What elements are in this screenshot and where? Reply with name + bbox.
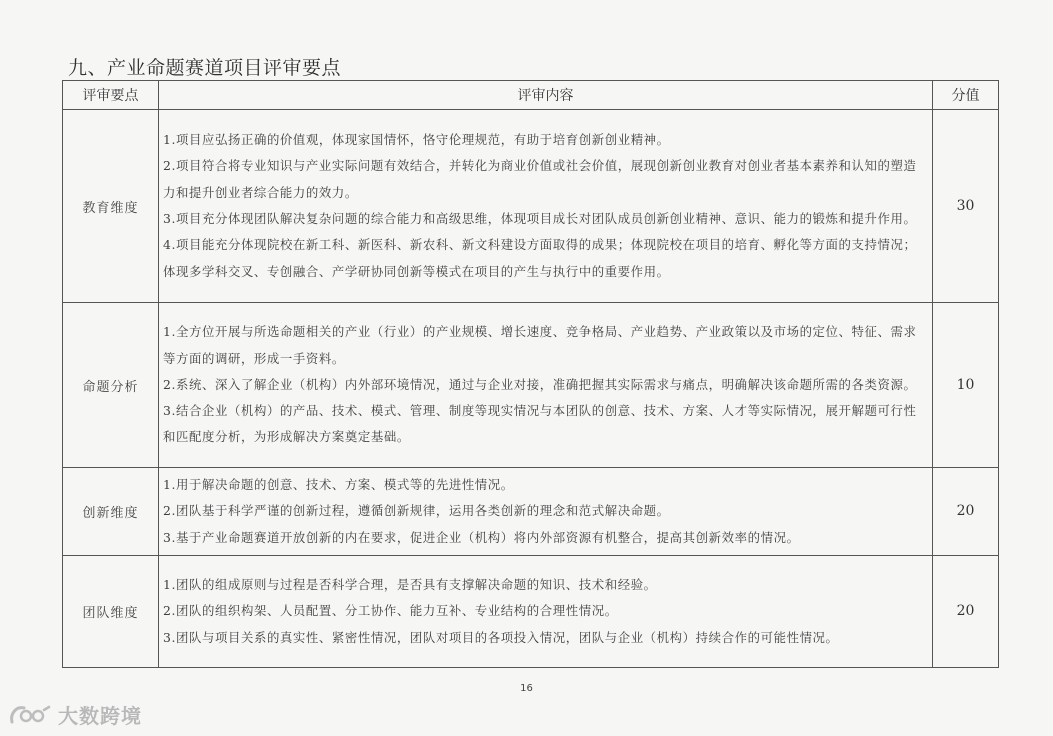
criterion-line: 1.全方位开展与所选命题相关的产业（行业）的产业规模、增长速度、竞争格局、产业趋势、产业政策以及市场的定位、特征、需求等方面的调研，形成一手资料。 xyxy=(163,324,917,366)
header-score: 分值 xyxy=(933,81,999,110)
criterion-line: 1.用于解决命题的创意、技术、方案、模式等的先进性情况。 xyxy=(163,477,514,492)
criterion-line: 2.团队的组织构架、人员配置、分工协作、能力互补、专业结构的合理性情况。 xyxy=(163,603,618,619)
criterion-line: 3.项目充分体现团队解决复杂问题的综合能力和高级思维，体现项目成长对团队成员创新创业精神、意识、能力的锻炼和提升作用。 xyxy=(163,211,917,226)
criterion-line: 1.团队的组成原则与过程是否科学合理，是否具有支撑解决命题的知识、技术和经验。 xyxy=(163,576,657,592)
dimension-cell: 团队维度 xyxy=(63,555,159,667)
dimension-cell: 创新维度 xyxy=(63,468,159,556)
criterion-line: 4.项目能充分体现院校在新工科、新医科、新农科、新文科建设方面取得的成果；体现院校在项目的培育、孵化等方面的支持情况；体现多学科交叉、专创融合、产学研协同创新等模式在项目的产生与执行中的重要作用。 xyxy=(163,237,917,279)
criterion-line: 2.系统、深入了解企业（机构）内外部环境情况，通过与企业对接，准确把握其实际需求与痛点，明确解决该命题所需的各类资源。 xyxy=(163,376,917,392)
content-cell xyxy=(159,110,933,303)
review-criteria-table xyxy=(62,80,999,668)
watermark-text: 大数跨境 xyxy=(58,704,142,728)
criterion-line: 2.团队基于科学严谨的创新过程，遵循创新规律，运用各类创新的理念和范式解决命题。 xyxy=(163,503,670,519)
content-cell xyxy=(159,555,933,667)
dimension-cell: 命题分析 xyxy=(63,303,159,468)
score-cell: 20 xyxy=(933,468,999,556)
criterion-line: 2.项目符合将专业知识与产业实际问题有效结合，并转化为商业价值或社会价值，展现创新创业教育对创业者基本素养和认知的塑造力和提升创业者综合能力的效力。 xyxy=(163,158,917,200)
criterion-line: 3.结合企业（机构）的产品、技术、模式、管理、制度等现实情况与本团队的创意、技术、方案、人才等实际情况，展开解题可行性和匹配度分析，为形成解决方案奠定基础。 xyxy=(163,403,917,445)
table-row-topic-analysis xyxy=(63,303,999,468)
score-cell: 30 xyxy=(933,110,999,303)
camera-lens-logo-icon xyxy=(8,702,52,728)
header-content: 评审内容 xyxy=(159,81,933,110)
criterion-line: 3.团队与项目关系的真实性、紧密性情况，团队对项目的各项投入情况，团队与企业（机构）持续合作的可能性情况。 xyxy=(163,629,839,645)
page-number: 16 xyxy=(520,683,533,694)
score-cell: 10 xyxy=(933,303,999,468)
criterion-line: 1.项目应弘扬正确的价值观，体现家国情怀，恪守伦理规范，有助于培育创新创业精神。 xyxy=(163,132,670,148)
table-row-education xyxy=(63,110,999,303)
table-row-team xyxy=(63,555,999,667)
section-heading: 九、产业命题赛道项目评审要点 xyxy=(68,57,342,79)
score-cell: 20 xyxy=(933,555,999,667)
table-header-row xyxy=(63,81,999,110)
watermark xyxy=(8,700,142,729)
content-cell xyxy=(159,303,933,468)
table-row-innovation xyxy=(63,468,999,556)
criterion-line: 3.基于产业命题赛道开放创新的内在要求，促进企业（机构）将内外部资源有机整合，提高其创新效率的情况。 xyxy=(163,529,800,545)
header-dimension: 评审要点 xyxy=(63,81,159,110)
content-cell xyxy=(159,468,933,556)
dimension-cell: 教育维度 xyxy=(63,110,159,303)
